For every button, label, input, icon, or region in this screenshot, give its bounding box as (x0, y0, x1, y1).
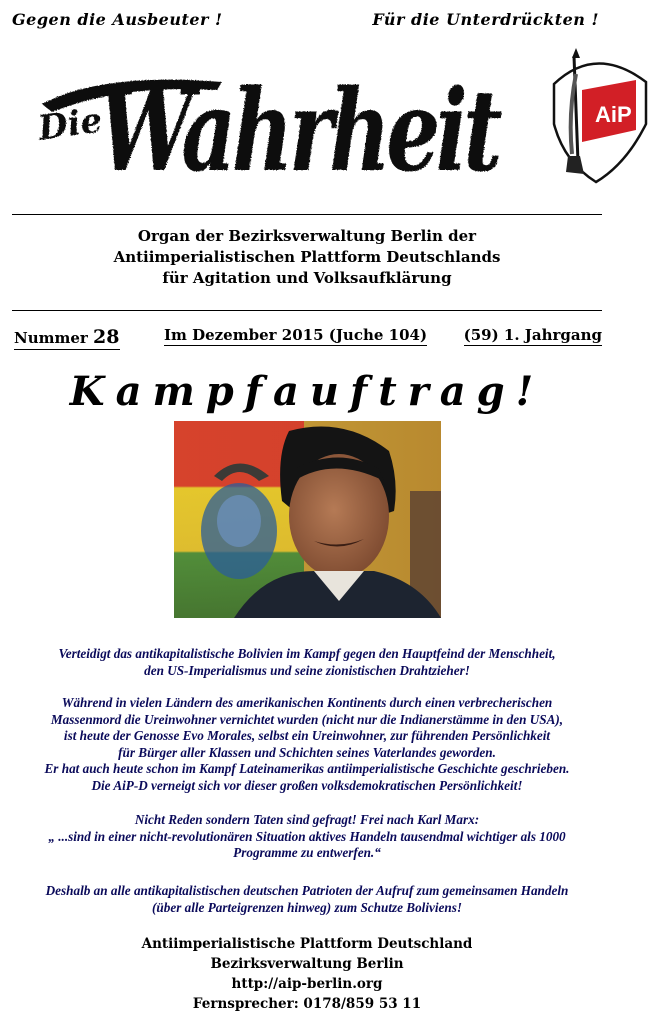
issue-volume: (59) 1. Jahrgang (463, 326, 602, 344)
masthead-title (12, 32, 520, 182)
footer-website-link[interactable]: http://aip-berlin.org (231, 976, 383, 992)
issue-number-value: 28 (93, 326, 120, 348)
paragraph-line: Nicht Reden sondern Taten sind gefragt! Frei nach Karl Marx: (134, 812, 480, 827)
footer-org: Antiimperialistische Plattform Deutschland (141, 936, 473, 952)
organ-line: für Agitation und Volksaufklärung (162, 269, 452, 287)
paragraph-1 (0, 646, 614, 679)
issue-number-label: Nummer (14, 329, 88, 347)
logo-text: AiP (595, 102, 632, 127)
paragraph-line: Programme zu entwerfen.“ (233, 845, 381, 860)
organ-line: Organ der Bezirksverwaltung Berlin der (137, 227, 477, 245)
paragraph-line: Während in vielen Ländern des amerikanischen Kontinents durch einen verbrecherischen (61, 695, 553, 710)
paragraph-line: Deshalb an alle antikapitalistischen deutschen Patrioten der Aufruf zum gemeinsamen Handeln (45, 883, 569, 898)
paragraph-2 (0, 695, 614, 794)
slogan-left: Gegen die Ausbeuter ! (12, 10, 223, 29)
issue-number (14, 326, 120, 350)
bottom-divider (12, 310, 602, 311)
organ-description (0, 226, 614, 289)
issue-date: Im Dezember 2015 (Juche 104) (164, 326, 428, 344)
issue-info (14, 326, 602, 350)
top-divider (12, 214, 602, 215)
portrait-photo (174, 421, 441, 618)
paragraph-line: den US-Imperialismus und seine zionistischen Drahtzieher! (144, 662, 470, 678)
footer-branch: Bezirksverwaltung Berlin (210, 956, 404, 972)
paragraph-line: (über alle Parteigrenzen hinweg) zum Schutze Boliviens! (152, 899, 462, 915)
svg-text:Wahrheit: Wahrheit (98, 66, 502, 182)
headline: Kampfauftrag! (69, 368, 545, 415)
paragraph-line: ist heute der Genosse Evo Morales, selbst ein Ureinwohner, zur führenden Persönlichkeit (63, 728, 551, 743)
paragraph-4 (0, 883, 614, 916)
paragraph-line: „ ...sind in einer nicht-revolutionären Situation aktives Handeln tausendmal wichtiger als 1000 (48, 828, 566, 844)
paragraph-line: Verteidigt das antikapitalistische Bolivien im Kampf gegen den Hauptfeind der Menschheit, (58, 646, 556, 661)
aip-logo (546, 44, 650, 184)
slogan-right: Für die Unterdrückten ! (372, 10, 599, 29)
footer-phone: Fernsprecher: 0178/859 53 11 (192, 996, 422, 1012)
paragraph-line: Massenmord die Ureinwohner vernichtet wurden (nicht nur die Indianerstämme in den USA), (50, 711, 564, 727)
svg-text:Die: Die (35, 100, 105, 149)
paragraph-line: für Bürger aller Klassen und Schichten seines Vaterlandes geworden. (118, 744, 496, 760)
footer-contact (0, 934, 614, 1014)
paragraph-3 (0, 812, 614, 862)
paragraph-line: Die AiP-D verneigt sich vor dieser großen volksdemokratischen Persönlichkeit! (91, 777, 523, 793)
organ-line: Antiimperialistischen Plattform Deutschlands (113, 248, 501, 266)
paragraph-line: Er hat auch heute schon im Kampf Lateinamerikas antiimperialistische Geschichte geschrieben. (44, 761, 570, 776)
